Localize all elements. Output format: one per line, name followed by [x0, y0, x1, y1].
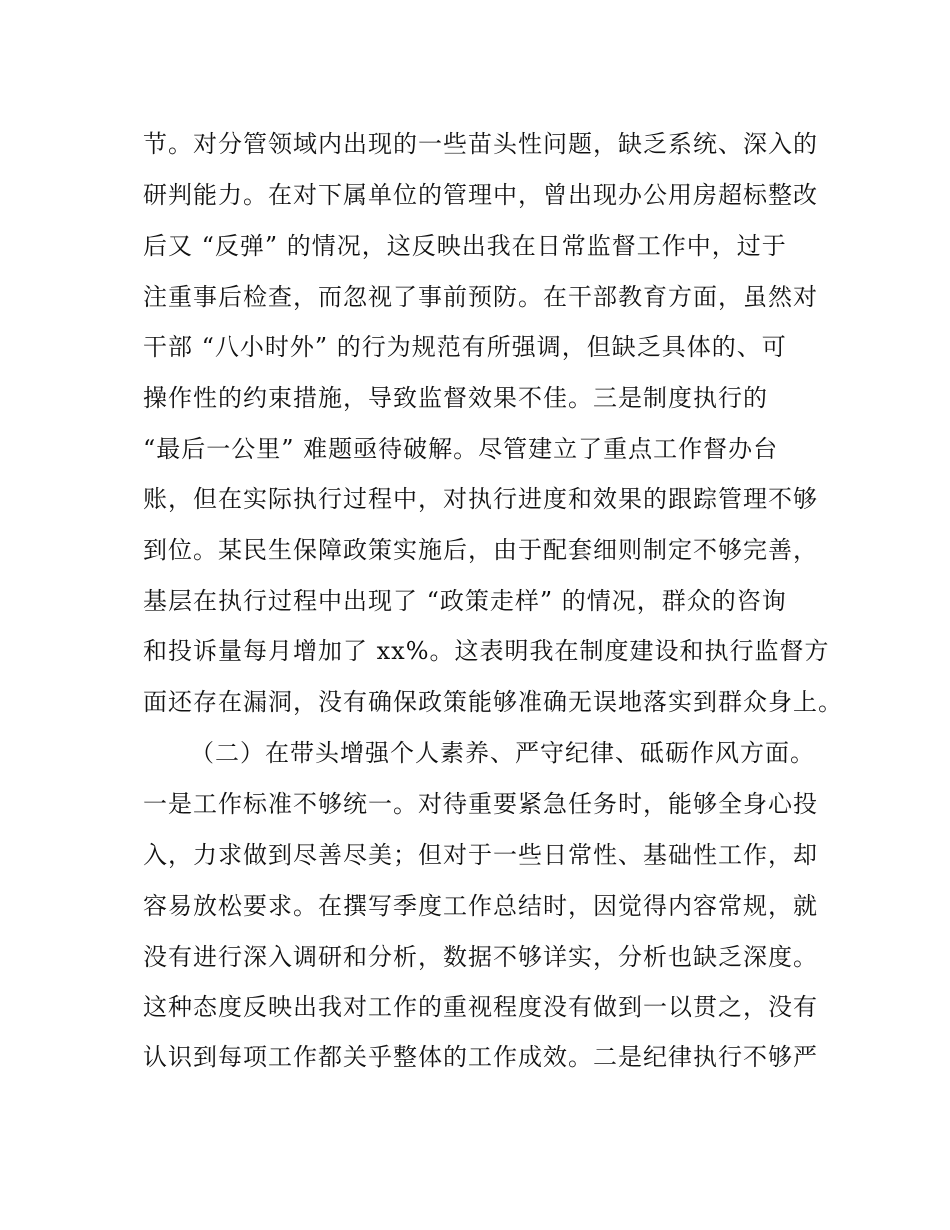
text-line: 注重事后检查，而忽视了事前预防。在干部教育方面，虽然对	[143, 283, 818, 311]
text-line: 一是工作标准不够统一。对待重要紧急任务时，能够全身心投	[143, 790, 818, 818]
text-line: 到位。某民生保障政策实施后，由于配套细则制定不够完善，	[143, 536, 818, 564]
text-line: 面还存在漏洞，没有确保政策能够准确无误地落实到群众身上。	[143, 688, 843, 716]
text-line: 认识到每项工作都关乎整体的工作成效。二是纪律执行不够严	[143, 1043, 818, 1071]
text-line: “最后一公里” 难题亟待破解。尽管建立了重点工作督办台	[143, 435, 779, 463]
text-line: 干部 “八小时外” 的行为规范有所强调，但缺乏具体的、可	[143, 333, 787, 361]
text-line: 账，但在实际执行过程中，对执行进度和效果的跟踪管理不够	[143, 485, 818, 513]
text-line: 后又 “反弹” 的情况，这反映出我在日常监督工作中，过于	[143, 232, 787, 260]
text-line: 没有进行深入调研和分析，数据不够详实，分析也缺乏深度。	[143, 943, 818, 971]
text-line: 节。对分管领域内出现的一些苗头性问题，缺乏系统、深入的	[143, 130, 818, 158]
text-line: 基层在执行过程中出现了 “政策走样” 的情况，群众的咨询	[143, 587, 787, 615]
text-line: 和投诉量每月增加了 xx%。这表明我在制度建设和执行监督方	[143, 637, 830, 665]
text-line: 操作性的约束措施，导致监督效果不佳。三是制度执行的	[143, 384, 768, 412]
text-line: 容易放松要求。在撰写季度工作总结时，因觉得内容常规，就	[143, 892, 818, 920]
section-heading: （二）在带头增强个人素养、严守纪律、砥砺作风方面。	[190, 739, 815, 767]
text-line: 研判能力。在对下属单位的管理中，曾出现办公用房超标整改	[143, 181, 818, 209]
text-line: 这种态度反映出我对工作的重视程度没有做到一以贯之，没有	[143, 993, 818, 1021]
text-line: 入，力求做到尽善尽美；但对于一些日常性、基础性工作，却	[143, 841, 818, 869]
